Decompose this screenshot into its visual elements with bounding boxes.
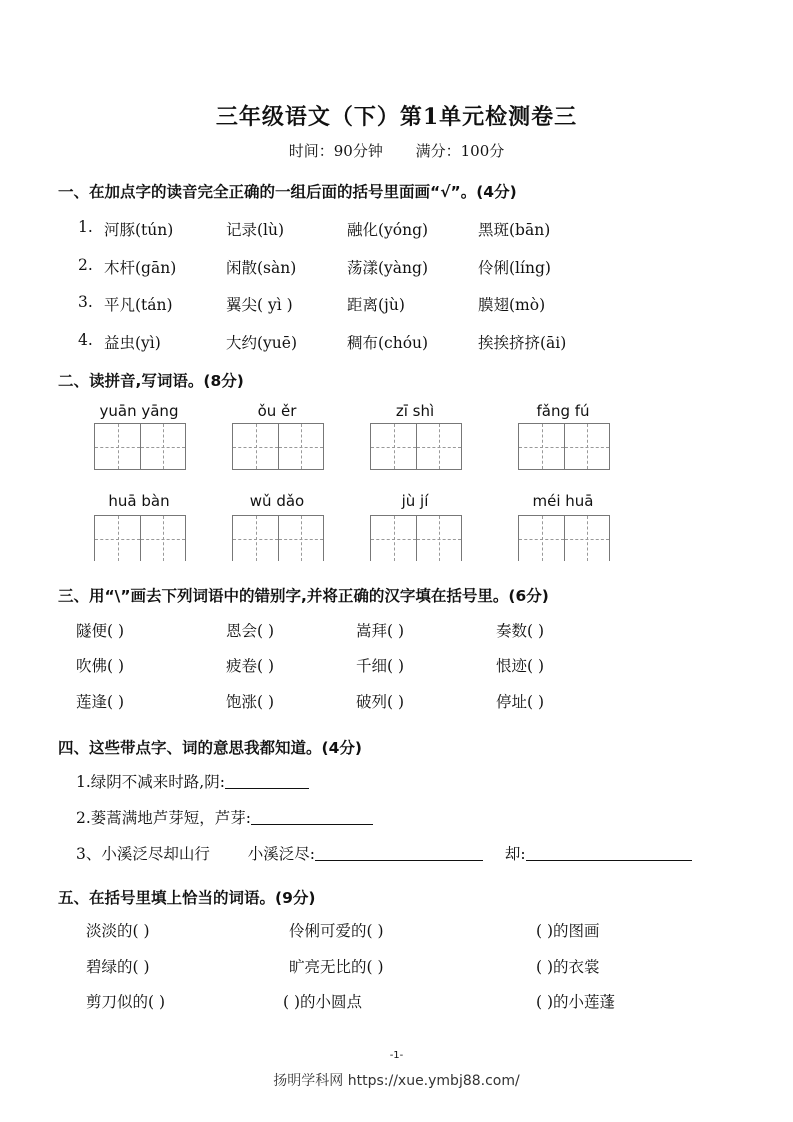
fill-in-item[interactable]: ( )的小圆点 xyxy=(283,993,363,1011)
page-title: 三年级语文（下）第1单元检测卷三 xyxy=(215,104,578,130)
writing-cell[interactable] xyxy=(140,516,185,561)
writing-cell[interactable] xyxy=(140,424,185,469)
correction-item[interactable]: 疲卷( ) xyxy=(226,657,275,675)
page-number: -1- xyxy=(389,1050,404,1061)
pinyin-option: 大约(yuē) xyxy=(226,334,298,352)
fill-in-item[interactable]: 碧绿的( ) xyxy=(86,958,150,976)
writing-grid[interactable] xyxy=(518,423,610,470)
section-4-heading: 四、这些带点字、词的意思我都知道。(4分) xyxy=(58,739,362,757)
correction-item[interactable]: 恨迹( ) xyxy=(496,657,545,675)
writing-grid[interactable] xyxy=(370,423,462,470)
writing-grid[interactable] xyxy=(94,515,186,561)
writing-cell[interactable] xyxy=(519,424,564,469)
correction-item[interactable]: 奏数( ) xyxy=(496,622,545,640)
pinyin-prompt: zī shì xyxy=(395,402,435,420)
pinyin-prompt: fǎng fú xyxy=(536,402,590,420)
pinyin-option: 膜翅(mò) xyxy=(478,296,546,314)
writing-cell[interactable] xyxy=(564,516,609,561)
writing-cell[interactable] xyxy=(371,516,416,561)
pinyin-prompt: huā bàn xyxy=(108,492,170,510)
pinyin-option: 荡漾(yàng) xyxy=(347,259,428,277)
pinyin-option: 挨挨挤挤(āi) xyxy=(478,334,567,352)
pinyin-option: 融化(yóng) xyxy=(347,221,429,239)
writing-cell[interactable] xyxy=(519,516,564,561)
correction-item[interactable]: 饱涨( ) xyxy=(226,693,275,711)
section-3-heading: 三、用“\”画去下列词语中的错别字,并将正确的汉字填在括号里。(6分) xyxy=(58,587,549,605)
correction-item[interactable]: 停址( ) xyxy=(496,693,545,711)
pinyin-option: 平凡(tán) xyxy=(104,296,173,314)
pinyin-option: 记录(lù) xyxy=(226,221,285,239)
section-2-heading: 二、读拼音,写词语。(8分) xyxy=(58,372,244,390)
exam-time: 时间：90分钟 xyxy=(288,142,383,160)
writing-cell[interactable] xyxy=(233,424,278,469)
writing-grid[interactable] xyxy=(518,515,610,561)
pinyin-option: 距离(jù) xyxy=(347,296,405,314)
answer-line[interactable] xyxy=(251,808,373,825)
question-number: 1. xyxy=(78,218,93,236)
writing-grid[interactable] xyxy=(94,423,186,470)
pinyin-prompt: wǔ dǎo xyxy=(249,492,305,510)
fill-in-item[interactable]: 剪刀似的( ) xyxy=(86,993,166,1011)
writing-cell[interactable] xyxy=(233,516,278,561)
section-5-heading: 五、在括号里填上恰当的词语。(9分) xyxy=(58,889,316,907)
question-number: 2. xyxy=(78,256,93,274)
section-1-heading: 一、在加点字的读音完全正确的一组后面的括号里面画“√”。(4分) xyxy=(58,183,517,201)
pinyin-option: 益虫(yì) xyxy=(104,334,161,352)
correction-item[interactable]: 恩会( ) xyxy=(226,622,275,640)
correction-item[interactable]: 嵩拜( ) xyxy=(356,622,405,640)
question-number: 3. xyxy=(78,293,93,311)
pinyin-prompt: ǒu ěr xyxy=(257,402,297,420)
fill-in-item[interactable]: 伶俐可爱的( ) xyxy=(289,922,384,940)
pinyin-prompt: jù jí xyxy=(401,492,429,510)
fill-in-item[interactable]: ( )的衣裳 xyxy=(536,958,600,976)
section-4-question-3: 3、小溪泛尽却山行 小溪泛尽: 却: xyxy=(76,842,692,864)
writing-cell[interactable] xyxy=(278,424,323,469)
question-number: 4. xyxy=(78,331,93,349)
footer-watermark: 扬明学科网 https://xue.ymbj88.com/ xyxy=(273,1073,520,1089)
fill-in-item[interactable]: 淡淡的( ) xyxy=(86,922,150,940)
pinyin-option: 稠布(chóu) xyxy=(347,334,429,352)
answer-line[interactable] xyxy=(526,844,692,861)
correction-item[interactable]: 千细( ) xyxy=(356,657,405,675)
writing-grid[interactable] xyxy=(370,515,462,561)
correction-item[interactable]: 隧便( ) xyxy=(76,622,125,640)
pinyin-option: 木杆(gān) xyxy=(104,259,177,277)
answer-line[interactable] xyxy=(225,772,309,789)
pinyin-option: 翼尖( yì ) xyxy=(226,296,293,314)
section-4-question-1: 1.绿阴不减来时路,阴: xyxy=(76,770,309,792)
section-4-question-2: 2.蒌蒿满地芦芽短，芦芽: xyxy=(76,806,373,828)
pinyin-prompt: méi huā xyxy=(532,492,594,510)
writing-cell[interactable] xyxy=(564,424,609,469)
pinyin-option: 河豚(tún) xyxy=(104,221,174,239)
correction-item[interactable]: 破列( ) xyxy=(356,693,405,711)
writing-cell[interactable] xyxy=(278,516,323,561)
exam-info xyxy=(0,140,793,161)
writing-grid[interactable] xyxy=(232,515,324,561)
fill-in-item[interactable]: 旷亮无比的( ) xyxy=(289,958,384,976)
pinyin-option: 黑斑(bān) xyxy=(478,221,551,239)
fill-in-item[interactable]: ( )的图画 xyxy=(536,922,600,940)
exam-score: 满分：100分 xyxy=(415,142,505,160)
writing-cell[interactable] xyxy=(371,424,416,469)
answer-line[interactable] xyxy=(315,844,483,861)
writing-grid[interactable] xyxy=(232,423,324,470)
correction-item[interactable]: 吹佛( ) xyxy=(76,657,125,675)
writing-cell[interactable] xyxy=(416,424,461,469)
pinyin-prompt: yuān yāng xyxy=(99,402,179,420)
pinyin-option: 闲散(sàn) xyxy=(226,259,297,277)
writing-cell[interactable] xyxy=(416,516,461,561)
writing-cell[interactable] xyxy=(95,516,140,561)
fill-in-item[interactable]: ( )的小莲蓬 xyxy=(536,993,616,1011)
correction-item[interactable]: 莲逢( ) xyxy=(76,693,125,711)
pinyin-option: 伶俐(líng) xyxy=(478,259,551,277)
writing-cell[interactable] xyxy=(95,424,140,469)
